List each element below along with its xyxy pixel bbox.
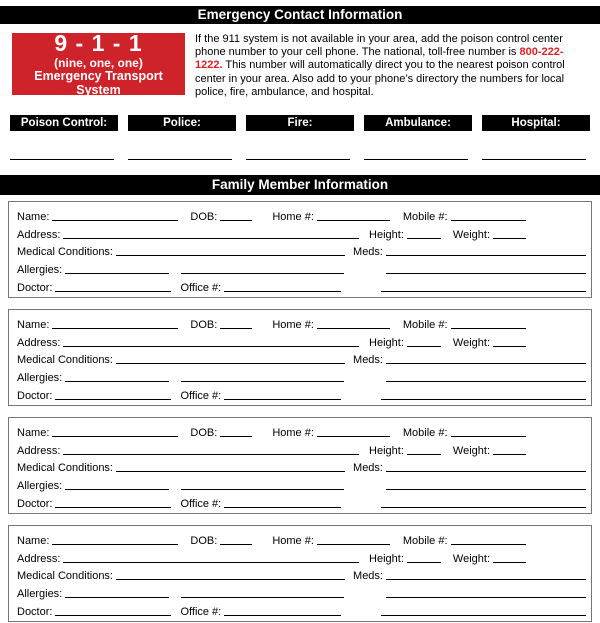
medical-conditions-label: Medical Conditions:: [17, 462, 113, 475]
name-label: Name:: [17, 318, 50, 331]
allergies-extra-blank-line: [181, 489, 344, 490]
office-number-label: Office #:: [180, 282, 222, 294]
address-label: Address:: [17, 444, 61, 457]
weight-label: Weight:: [452, 228, 490, 241]
family-member-block: [8, 201, 592, 298]
dob-blank-line: [220, 328, 252, 329]
doctor-blank-line: [55, 399, 171, 400]
ambulance-blank-line: [364, 159, 468, 160]
emergency-contact-header: Emergency Contact Information: [0, 6, 600, 24]
mobile-number-label: Mobile #:: [402, 426, 448, 439]
office-number-label: Office #:: [180, 606, 222, 618]
paragraph-text-before: If the 911 system is not available in your area, add the poison control center phone number to your cell phone. The national, toll-free number is: [195, 33, 563, 59]
weight-blank-line: [493, 562, 526, 563]
dob-blank-line: [220, 436, 252, 437]
dob-label: DOB:: [190, 318, 218, 331]
dob-label: DOB:: [190, 210, 218, 223]
allergies-label: Allergies:: [17, 372, 63, 385]
allergies-extra-blank-line: [181, 381, 344, 382]
name-blank-line: [52, 436, 178, 437]
home-number-label: Home #:: [272, 318, 314, 331]
medical-conditions-row: [17, 242, 591, 260]
height-label: Height:: [369, 552, 404, 565]
meds-blank-line: [386, 255, 586, 256]
allergies-row: [17, 583, 591, 601]
meds-label: Meds:: [353, 246, 383, 259]
height-blank-line: [407, 346, 441, 347]
weight-blank-line: [493, 238, 526, 239]
address-blank-line: [63, 238, 359, 239]
medical-conditions-blank-line: [116, 579, 345, 580]
doctor-label: Doctor:: [17, 498, 53, 510]
allergies-blank-line: [65, 489, 169, 490]
name-dob-row: [17, 314, 591, 332]
allergies-row: [17, 475, 591, 493]
emergency-transport-caption: Emergency Transport System: [34, 69, 163, 97]
doctor-label: Doctor:: [17, 390, 53, 402]
medical-conditions-label: Medical Conditions:: [17, 246, 113, 259]
address-label: Address:: [17, 228, 61, 241]
meds-blank-line: [386, 579, 586, 580]
allergies-blank-line: [65, 597, 169, 598]
weight-blank-line: [493, 346, 526, 347]
office-number-label: Office #:: [180, 498, 222, 510]
office-number-label: Office #:: [180, 390, 222, 402]
office-number-blank-line: [224, 615, 341, 616]
weight-label: Weight:: [452, 336, 490, 349]
family-member-block: [8, 417, 592, 514]
dob-blank-line: [220, 544, 252, 545]
poison-control-label: Poison Control:: [10, 115, 118, 131]
home-number-blank-line: [317, 436, 390, 437]
mobile-number-blank-line: [451, 436, 526, 437]
nine-one-one-number: 9 - 1 - 1: [54, 29, 143, 56]
allergies-row: [17, 367, 591, 385]
allergies-extra-blank-line: [181, 273, 344, 274]
address-blank-line: [63, 346, 359, 347]
name-dob-row: [17, 206, 591, 224]
meds-blank-line: [386, 471, 586, 472]
height-label: Height:: [369, 228, 404, 241]
allergies-extra-blank-line: [181, 597, 344, 598]
medical-conditions-row: [17, 458, 591, 476]
mobile-number-blank-line: [451, 544, 526, 545]
meds-label: Meds:: [353, 462, 383, 475]
address-label: Address:: [17, 552, 61, 565]
ambulance-label: Ambulance:: [364, 115, 472, 131]
hospital-label: Hospital:: [482, 115, 590, 131]
office-number-blank-line: [224, 507, 341, 508]
medical-conditions-row: [17, 566, 591, 584]
dob-blank-line: [220, 220, 252, 221]
dob-label: DOB:: [190, 426, 218, 439]
medical-conditions-label: Medical Conditions:: [17, 354, 113, 367]
address-blank-line: [63, 562, 359, 563]
medical-conditions-blank-line: [116, 255, 345, 256]
address-row: [17, 440, 591, 458]
police-label: Police:: [128, 115, 236, 131]
nine-one-one-box: [12, 29, 185, 97]
weight-label: Weight:: [452, 552, 490, 565]
office-number-blank-line: [224, 399, 341, 400]
poison-control-paragraph: [195, 33, 587, 99]
home-number-label: Home #:: [272, 426, 314, 439]
hospital-blank-line: [482, 159, 586, 160]
home-number-label: Home #:: [272, 534, 314, 547]
mobile-number-blank-line: [451, 328, 526, 329]
meds-label: Meds:: [353, 570, 383, 583]
contact-col-hospital: [482, 115, 590, 160]
poison-control-phone-number: 800-222-1222.: [195, 46, 564, 72]
allergies-label: Allergies:: [17, 588, 63, 601]
meds-continued-blank-line-2: [381, 399, 586, 400]
name-blank-line: [52, 220, 178, 221]
family-members: [8, 201, 592, 622]
fire-label: Fire:: [246, 115, 354, 131]
name-label: Name:: [17, 534, 50, 547]
doctor-blank-line: [55, 291, 171, 292]
poison-control-blank-line: [10, 159, 114, 160]
dob-label: DOB:: [190, 534, 218, 547]
mobile-number-blank-line: [451, 220, 526, 221]
police-blank-line: [128, 159, 232, 160]
address-row: [17, 224, 591, 242]
family-member-header: Family Member Information: [0, 175, 600, 195]
medical-conditions-label: Medical Conditions:: [17, 570, 113, 583]
address-row: [17, 332, 591, 350]
emergency-contacts-row: [10, 115, 590, 160]
name-blank-line: [52, 328, 178, 329]
doctor-blank-line: [55, 615, 171, 616]
address-blank-line: [63, 454, 359, 455]
hero-section: [12, 29, 587, 99]
home-number-blank-line: [317, 220, 390, 221]
mobile-number-label: Mobile #:: [402, 534, 448, 547]
allergies-blank-line: [65, 381, 169, 382]
doctor-blank-line: [55, 507, 171, 508]
meds-continued-blank-line: [386, 489, 586, 490]
home-number-label: Home #:: [272, 210, 314, 223]
name-blank-line: [52, 544, 178, 545]
office-number-blank-line: [224, 291, 341, 292]
weight-blank-line: [493, 454, 526, 455]
fire-blank-line: [246, 159, 350, 160]
contact-col-fire: [246, 115, 354, 160]
address-row: [17, 548, 591, 566]
meds-continued-blank-line-2: [381, 507, 586, 508]
meds-continued-blank-line: [386, 273, 586, 274]
home-number-blank-line: [317, 328, 390, 329]
meds-blank-line: [386, 363, 586, 364]
doctor-label: Doctor:: [17, 606, 53, 618]
name-dob-row: [17, 422, 591, 440]
medical-conditions-blank-line: [116, 471, 345, 472]
height-label: Height:: [369, 336, 404, 349]
name-label: Name:: [17, 426, 50, 439]
address-label: Address:: [17, 336, 61, 349]
mobile-number-label: Mobile #:: [402, 318, 448, 331]
mobile-number-label: Mobile #:: [402, 210, 448, 223]
meds-label: Meds:: [353, 354, 383, 367]
doctor-row: [17, 601, 591, 619]
allergies-label: Allergies:: [17, 264, 63, 277]
height-label: Height:: [369, 444, 404, 457]
medical-conditions-blank-line: [116, 363, 345, 364]
height-blank-line: [407, 562, 441, 563]
meds-continued-blank-line-2: [381, 615, 586, 616]
meds-continued-blank-line: [386, 381, 586, 382]
name-dob-row: [17, 530, 591, 548]
family-member-block: [8, 309, 592, 406]
paragraph-text-after: This number will automatically direct you to the nearest poison control center in your area. Also add to your phone’s directory the numbers for local police, fire, ambulance, and hospital.: [195, 59, 565, 98]
allergies-label: Allergies:: [17, 480, 63, 493]
meds-continued-blank-line-2: [381, 291, 586, 292]
contact-col-poison-control: [10, 115, 118, 160]
nine-one-one-words: (nine, one, one): [54, 56, 143, 71]
contact-col-ambulance: [364, 115, 472, 160]
home-number-blank-line: [317, 544, 390, 545]
medical-conditions-row: [17, 350, 591, 368]
doctor-label: Doctor:: [17, 282, 53, 294]
meds-continued-blank-line: [386, 597, 586, 598]
weight-label: Weight:: [452, 444, 490, 457]
doctor-row: [17, 385, 591, 403]
family-member-block: [8, 525, 592, 622]
name-label: Name:: [17, 210, 50, 223]
height-blank-line: [407, 454, 441, 455]
doctor-row: [17, 277, 591, 295]
allergies-blank-line: [65, 273, 169, 274]
height-blank-line: [407, 238, 441, 239]
contact-col-police: [128, 115, 236, 160]
allergies-row: [17, 259, 591, 277]
doctor-row: [17, 493, 591, 511]
